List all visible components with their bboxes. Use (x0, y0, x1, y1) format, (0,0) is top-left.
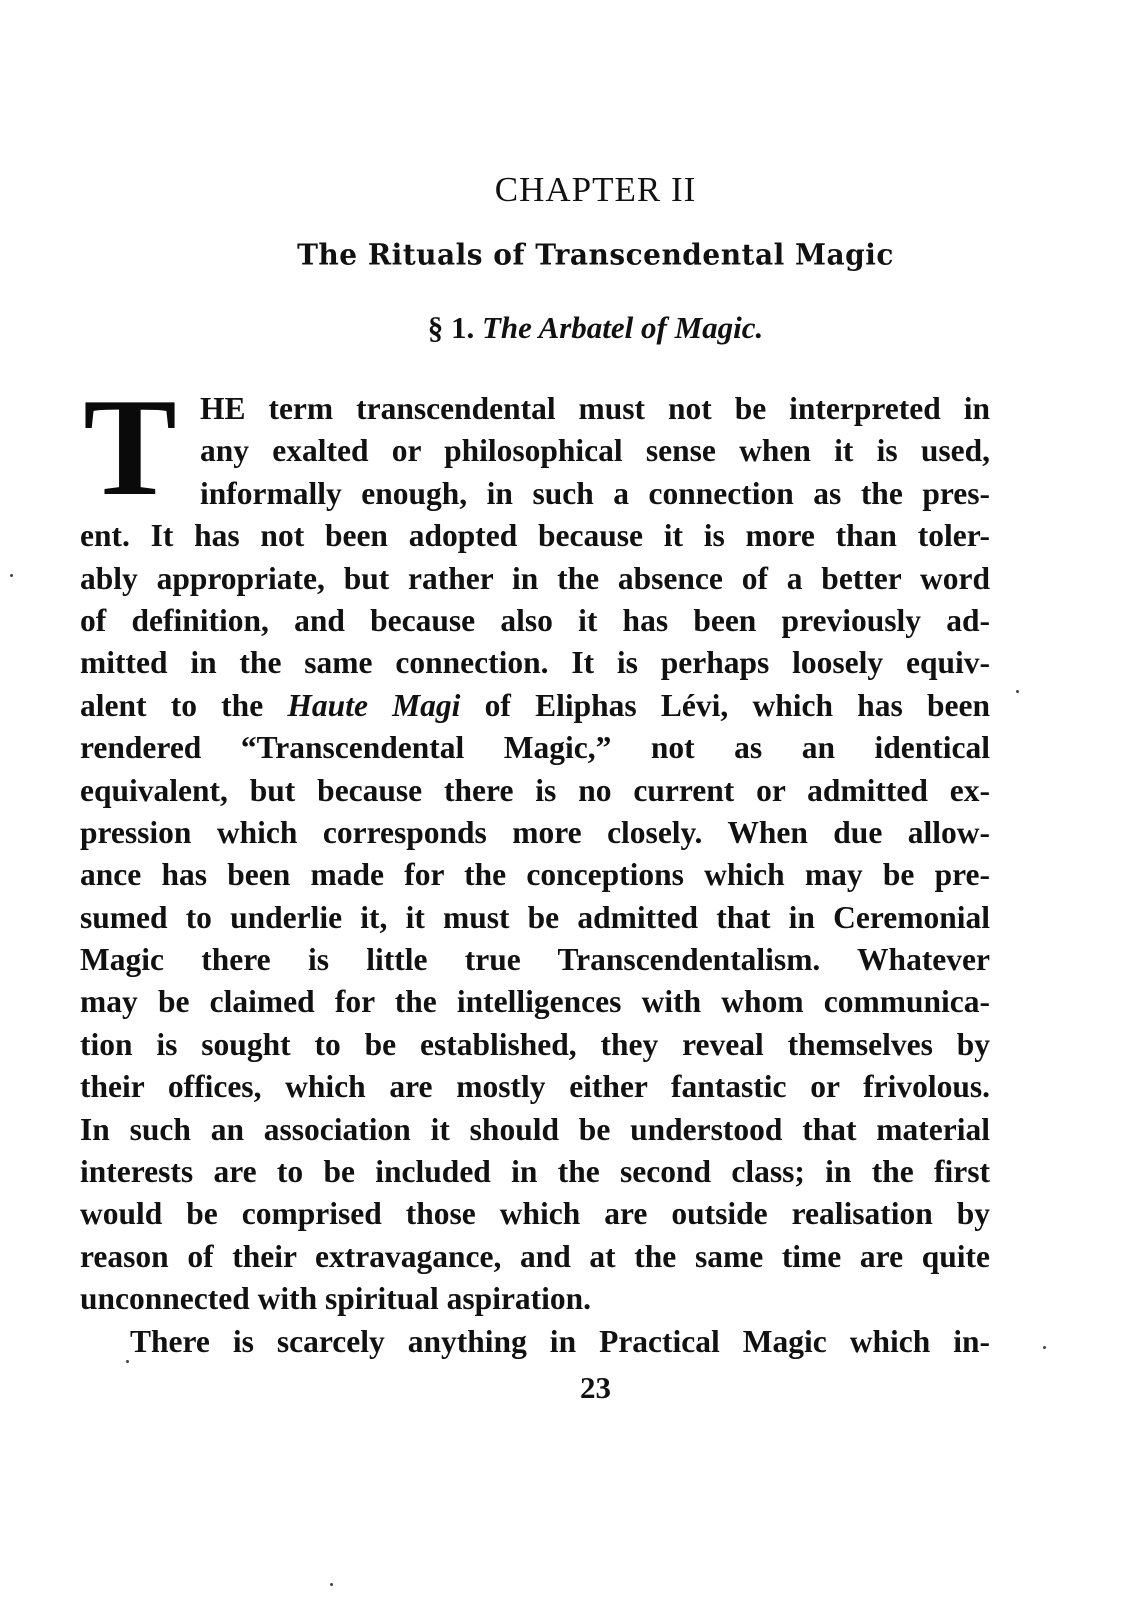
text-line: reason of their extravagance, and at the same time are quite (80, 1238, 990, 1274)
text-line: HE term transcendental must not be interpreted in (200, 391, 990, 426)
text-line: rendered “Transcendental Magic,” not as an identical (80, 730, 990, 766)
chapter-title: The Rituals of Transcendental Magic (297, 237, 894, 272)
scan-speck (126, 1360, 129, 1363)
text-line: ance has been made for the conceptions which may be pre- (80, 857, 990, 893)
text-line: ent. It has not been adopted because it is more than toler- (80, 518, 990, 554)
body-text (80, 370, 991, 1363)
chapter-label: CHAPTER II (494, 170, 697, 209)
text-line: mitted in the same connection. It is perhaps loosely equiv- (80, 645, 990, 681)
text-line: In such an association it should be understood that material (80, 1111, 990, 1147)
text-line: ably appropriate, but rather in the absence of a better word (80, 560, 990, 596)
page-number: 23 (580, 1370, 611, 1405)
text-line: There is scarcely anything in Practical Magic which in- (130, 1323, 990, 1359)
section-heading (30, 310, 1131, 346)
text-line: informally enough, in such a connection as the pres- (200, 475, 990, 511)
text-line: any exalted or philosophical sense when it is used, (200, 433, 990, 469)
text-line-with-italic (80, 685, 990, 727)
text-line: their offices, which are mostly either fantastic or frivolous. (80, 1069, 990, 1105)
text-line: Magic there is little true Transcendentalism. Whatever (80, 942, 990, 978)
text-line: interests are to be included in the second class; in the first (80, 1154, 990, 1190)
text-line: pression which corresponds more closely. When due allow- (80, 814, 990, 850)
text-line: sumed to underlie it, it must be admitted that in Ceremonial (80, 899, 990, 935)
text-line: unconnected with spiritual aspiration. (80, 1281, 592, 1317)
text-line: may be claimed for the intelligences with whom communica- (80, 984, 990, 1020)
scan-speck (1016, 690, 1019, 693)
scan-speck (330, 1583, 333, 1586)
section-number: § 1. (427, 310, 475, 345)
text-line: of definition, and because also it has been previously ad- (80, 602, 990, 638)
text-line: equivalent, but because there is no current or admitted ex- (80, 772, 990, 808)
text-fragment: alent to the (80, 687, 264, 723)
drop-cap: T (83, 370, 177, 525)
text-line: tion is sought to be established, they reveal themselves by (80, 1026, 990, 1062)
text-fragment: of Eliphas Lévi, which has been (484, 687, 991, 723)
section-name: The Arbatel of Magic. (481, 310, 764, 345)
italic-term: Haute Magi (287, 687, 461, 723)
scan-speck (1043, 1346, 1046, 1349)
scan-speck (10, 574, 13, 577)
text-line: would be comprised those which are outside realisation by (80, 1196, 990, 1232)
